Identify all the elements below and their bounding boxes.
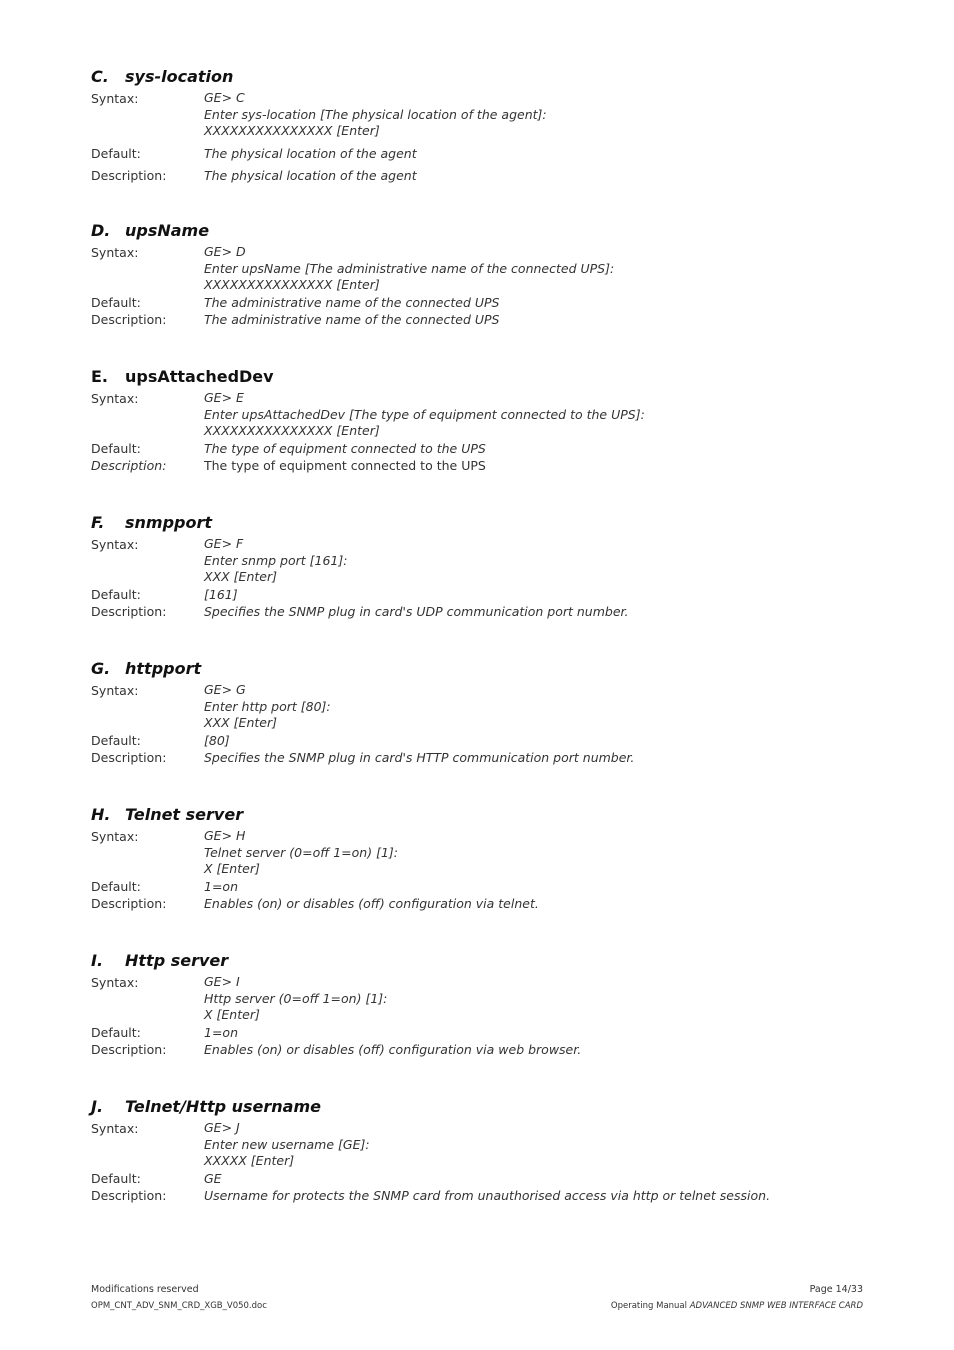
default-value: The physical location of the agent xyxy=(204,145,417,161)
section-title: httpport xyxy=(125,659,202,678)
syntax-value xyxy=(204,536,347,586)
default-value: GE xyxy=(204,1170,222,1186)
section-letter: J. xyxy=(91,1097,104,1116)
default-value: [161] xyxy=(204,586,238,602)
syntax-line: XXX [Enter] xyxy=(204,569,277,584)
syntax-row xyxy=(91,1120,871,1170)
description-label: Description: xyxy=(91,895,167,911)
section-title: sys-location xyxy=(125,67,234,86)
default-label: Default: xyxy=(91,1024,141,1040)
footer-page-number: Page 14/33 xyxy=(809,1284,863,1295)
syntax-value xyxy=(204,1120,370,1170)
description-row xyxy=(91,895,871,912)
footer-manual-name: ADVANCED SNMP WEB INTERFACE CARD xyxy=(689,1301,863,1311)
default-label: Default: xyxy=(91,1170,141,1186)
description-row xyxy=(91,1187,871,1204)
section-heading xyxy=(91,950,871,972)
section-heading xyxy=(91,220,871,242)
footer-modifications: Modifications reserved xyxy=(91,1284,199,1295)
description-value: Specifies the SNMP plug in card's HTTP communication port number. xyxy=(204,749,635,765)
syntax-line: GE> I xyxy=(204,974,240,989)
syntax-label: Syntax: xyxy=(91,683,139,698)
default-label: Default: xyxy=(91,294,141,310)
description-value: The administrative name of the connected UPS xyxy=(204,311,500,327)
description-label: Description: xyxy=(91,1187,167,1203)
section-title: Telnet server xyxy=(125,805,244,824)
section-heading xyxy=(91,512,871,534)
section-httpport xyxy=(91,658,871,766)
syntax-line: X [Enter] xyxy=(204,1007,260,1022)
description-row xyxy=(91,749,871,766)
description-value: Username for protects the SNMP card from unauthorised access via http or telnet session. xyxy=(204,1187,771,1203)
syntax-row xyxy=(91,682,871,732)
syntax-line: GE> H xyxy=(204,828,246,843)
description-label: Description: xyxy=(91,749,167,765)
section-letter: G. xyxy=(91,659,111,678)
page-footer xyxy=(91,1282,863,1314)
syntax-line: Enter http port [80]: xyxy=(204,698,331,714)
syntax-value xyxy=(204,974,387,1024)
syntax-line: Enter upsName [The administrative name of the connected UPS]: xyxy=(204,260,615,276)
section-snmpport xyxy=(91,512,871,620)
syntax-line: Enter upsAttachedDev [The type of equipment connected to the UPS]: xyxy=(204,406,645,422)
syntax-row xyxy=(91,244,871,294)
syntax-row xyxy=(91,974,871,1024)
syntax-value xyxy=(204,244,614,294)
default-value: The type of equipment connected to the UPS xyxy=(204,440,486,456)
description-row xyxy=(91,311,871,328)
default-value: 1=on xyxy=(204,878,238,894)
section-letter: D. xyxy=(91,221,111,240)
section-title: upsName xyxy=(125,221,210,240)
section-heading xyxy=(91,66,871,88)
syntax-line: XXX [Enter] xyxy=(204,715,277,730)
section-title: Telnet/Http username xyxy=(125,1097,321,1116)
default-label: Default: xyxy=(91,732,141,748)
syntax-line: Enter snmp port [161]: xyxy=(204,552,348,568)
default-row xyxy=(91,145,871,162)
section-telnet-server xyxy=(91,804,871,912)
footer-manual-prefix: Operating Manual xyxy=(610,1301,690,1311)
default-label: Default: xyxy=(91,586,141,602)
syntax-line: Http server (0=off 1=on) [1]: xyxy=(204,990,388,1006)
section-letter: I. xyxy=(91,951,104,970)
default-row xyxy=(91,732,871,749)
section-letter: E. xyxy=(91,367,109,386)
syntax-label: Syntax: xyxy=(91,829,139,844)
syntax-value xyxy=(204,90,547,140)
description-row xyxy=(91,167,871,184)
syntax-label: Syntax: xyxy=(91,91,139,106)
default-row xyxy=(91,1024,871,1041)
syntax-value xyxy=(204,390,645,440)
section-letter: C. xyxy=(91,67,109,86)
syntax-line: GE> E xyxy=(204,390,244,405)
default-row xyxy=(91,878,871,895)
section-heading xyxy=(91,1096,871,1118)
description-label: Description: xyxy=(91,603,167,619)
syntax-line: GE> G xyxy=(204,682,246,697)
default-label: Default: xyxy=(91,145,141,161)
description-value: The physical location of the agent xyxy=(204,167,417,183)
syntax-line: Telnet server (0=off 1=on) [1]: xyxy=(204,844,398,860)
description-value: Enables (on) or disables (off) configuration via telnet. xyxy=(204,895,539,911)
default-row xyxy=(91,1170,871,1187)
syntax-line: XXXXXXXXXXXXXXX [Enter] xyxy=(204,277,380,292)
syntax-row xyxy=(91,536,871,586)
default-value: [80] xyxy=(204,732,230,748)
syntax-label: Syntax: xyxy=(91,391,139,406)
section-upsname xyxy=(91,220,871,328)
description-row xyxy=(91,603,871,620)
description-label: Description: xyxy=(91,457,167,473)
syntax-label: Syntax: xyxy=(91,975,139,990)
default-row xyxy=(91,586,871,603)
default-label: Default: xyxy=(91,878,141,894)
syntax-line: GE> D xyxy=(204,244,246,259)
section-sys-location xyxy=(91,66,871,184)
section-letter: F. xyxy=(91,513,105,532)
section-heading xyxy=(91,804,871,826)
default-row xyxy=(91,294,871,311)
section-heading xyxy=(91,366,871,388)
syntax-line: GE> F xyxy=(204,536,244,551)
syntax-label: Syntax: xyxy=(91,1121,139,1136)
syntax-line: Enter sys-location [The physical location of the agent]: xyxy=(204,106,547,122)
section-http-server xyxy=(91,950,871,1058)
default-row xyxy=(91,440,871,457)
syntax-label: Syntax: xyxy=(91,537,139,552)
description-label: Description: xyxy=(91,1041,167,1057)
description-label: Description: xyxy=(91,311,167,327)
syntax-line: X [Enter] xyxy=(204,861,260,876)
section-telnet-http-username xyxy=(91,1096,871,1204)
section-letter: H. xyxy=(91,805,111,824)
default-value: The administrative name of the connected UPS xyxy=(204,294,500,310)
description-value: Specifies the SNMP plug in card's UDP communication port number. xyxy=(204,603,629,619)
default-value: 1=on xyxy=(204,1024,238,1040)
section-title: Http server xyxy=(125,951,229,970)
footer-manual-title xyxy=(611,1298,863,1314)
description-row xyxy=(91,457,871,474)
section-title: snmpport xyxy=(125,513,213,532)
section-title: upsAttachedDev xyxy=(125,367,274,386)
syntax-value xyxy=(204,682,331,732)
syntax-value xyxy=(204,828,398,878)
section-upsattacheddev xyxy=(91,366,871,474)
syntax-line: GE> C xyxy=(204,90,245,105)
syntax-row xyxy=(91,828,871,878)
description-row xyxy=(91,1041,871,1058)
description-value: The type of equipment connected to the UPS xyxy=(204,457,486,473)
syntax-line: Enter new username [GE]: xyxy=(204,1136,370,1152)
syntax-line: XXXXXXXXXXXXXXX [Enter] xyxy=(204,123,380,138)
syntax-line: XXXXXXXXXXXXXXX [Enter] xyxy=(204,423,380,438)
description-label: Description: xyxy=(91,167,167,183)
syntax-line: GE> J xyxy=(204,1120,240,1135)
syntax-row xyxy=(91,390,871,440)
syntax-row xyxy=(91,90,871,140)
description-value: Enables (on) or disables (off) configuration via web browser. xyxy=(204,1041,582,1057)
syntax-line: XXXXX [Enter] xyxy=(204,1153,295,1168)
syntax-label: Syntax: xyxy=(91,245,139,260)
default-label: Default: xyxy=(91,440,141,456)
footer-filename: OPM_CNT_ADV_SNM_CRD_XGB_V050.doc xyxy=(91,1301,267,1311)
section-heading xyxy=(91,658,871,680)
